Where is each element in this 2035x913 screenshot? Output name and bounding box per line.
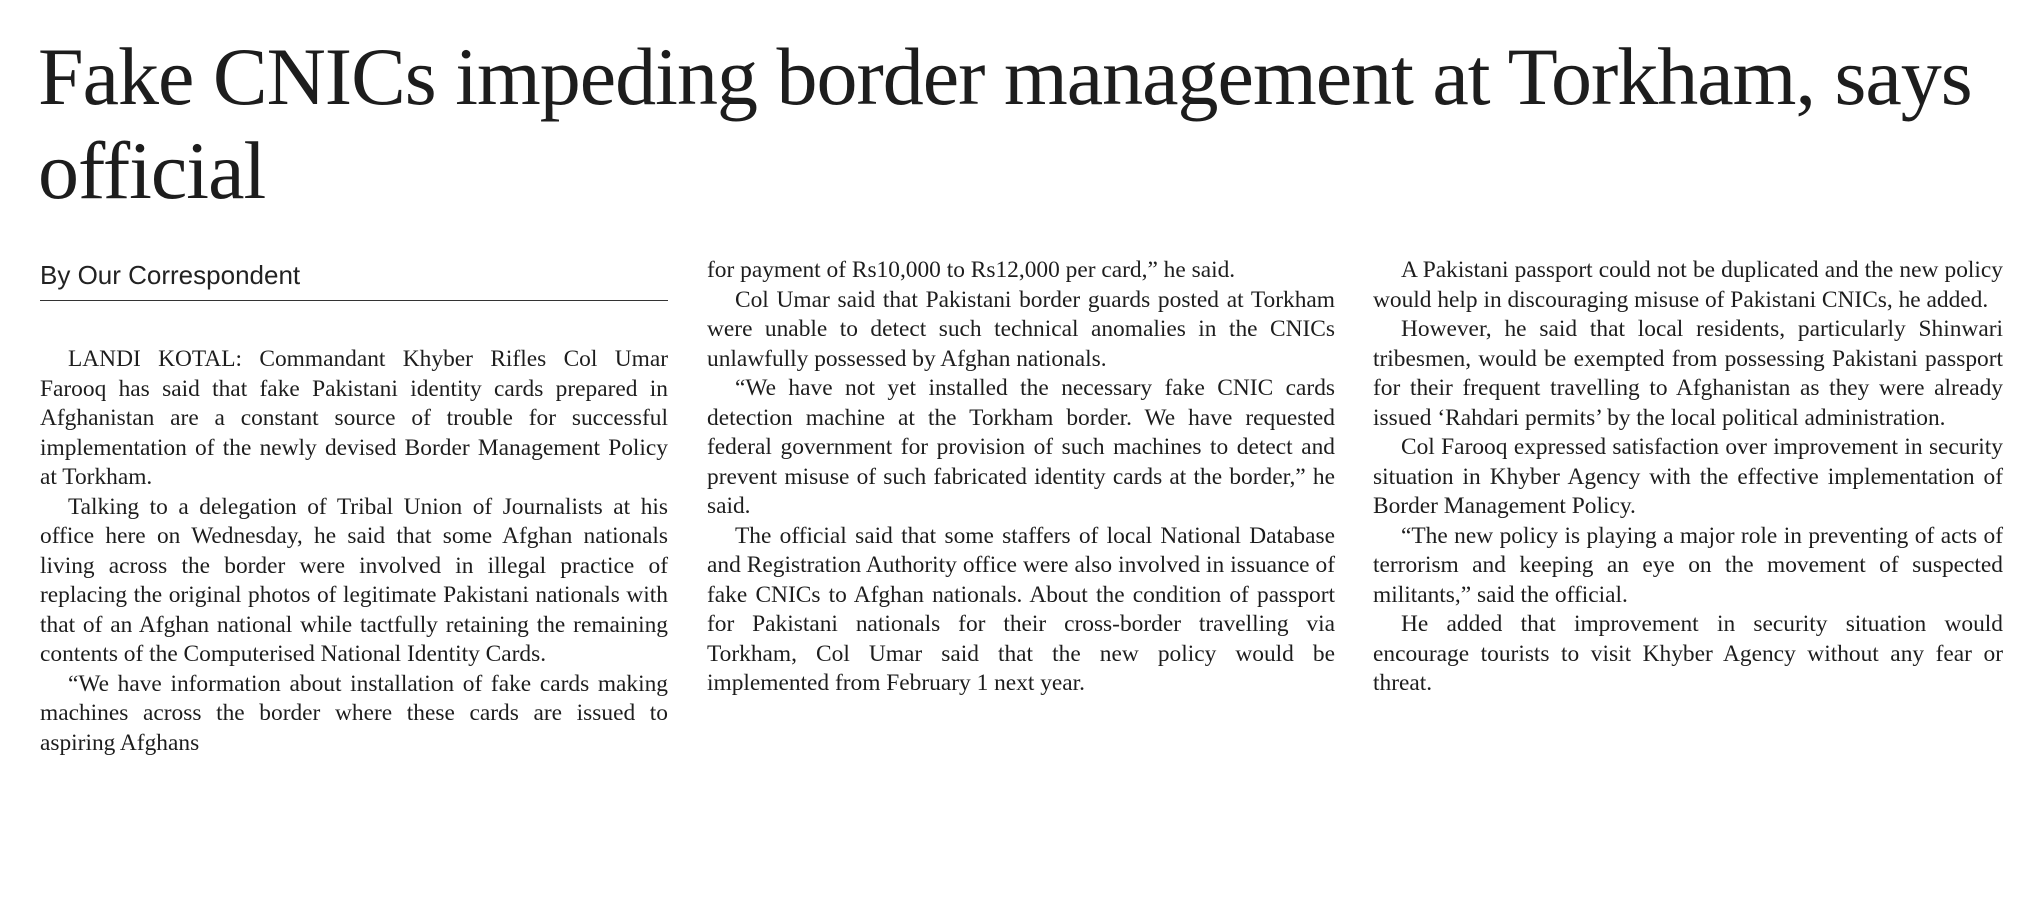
article-column-1: [40, 345, 668, 758]
paragraph: Col Umar said that Pakistani border guards posted at Torkham were unable to detect such technical anomalies in the CNICs unlawfully possessed by Afghan nationals.: [707, 286, 1335, 372]
paragraph: Col Farooq expressed satisfaction over improvement in security situation in Khyber Agency with the effective implementation of Border Management Policy.: [1373, 434, 2003, 519]
paragraph-continued: for payment of Rs10,000 to Rs12,000 per card,” he said.: [707, 257, 1236, 283]
byline-divider: [40, 300, 668, 301]
paragraph: “We have not yet installed the necessary fake CNIC cards detection machine at the Torkham border. We have requested federal government for provision of such machines to detect and prevent misuse of such fabricated identity cards at the border,” he said.: [707, 375, 1335, 519]
article-column-3: [1373, 256, 2003, 699]
paragraph: A Pakistani passport could not be duplicated and the new policy would help in discouraging misuse of Pakistani CNICs, he added.: [1373, 257, 2003, 313]
paragraph: He added that improvement in security situation would encourage tourists to visit Khyber Agency without any fear or threat.: [1373, 611, 2003, 696]
headline: Fake CNICs impeding border management at Torkham, says official: [38, 31, 1972, 216]
paragraph: The official said that some staffers of local National Database and Registration Authority office were also involved in issuance of fake CNICs to Afghan nationals. About the condition of passport for Pakistani nationals for their cross-border travelling via Torkham, Col Umar said that the new policy would be implemented from February 1 next year.: [707, 522, 1335, 696]
paragraph: LANDI KOTAL: Commandant Khyber Rifles Col Umar Farooq has said that fake Pakistani identity cards prepared in Afghanistan are a constant source of trouble for successful implementation of the newly devised Border Management Policy at Torkham.: [40, 346, 668, 490]
byline: By Our Correspondent: [40, 260, 301, 290]
paragraph: However, he said that local residents, particularly Shinwari tribesmen, would be exempted from possessing Pakistani passport for their frequent travelling to Afghanistan as they were already issued ‘Rahdari permits’ by the local political administration.: [1373, 316, 2003, 431]
paragraph: Talking to a delegation of Tribal Union of Journalists at his office here on Wednesday, he said that some Afghan nationals living across the border were involved in illegal practice of replacing the original photos of legitimate Pakistani nationals with that of an Afghan national while tactfully retaining the remaining contents of the Computerised National Identity Cards.: [40, 493, 668, 667]
paragraph: “We have information about installation of fake cards making machines across the border where these cards are issued to aspiring Afghans: [40, 670, 668, 756]
paragraph: “The new policy is playing a major role in preventing of acts of terrorism and keeping an eye on the movement of suspected militants,” said the official.: [1373, 522, 2003, 608]
article-column-2: [707, 256, 1335, 699]
